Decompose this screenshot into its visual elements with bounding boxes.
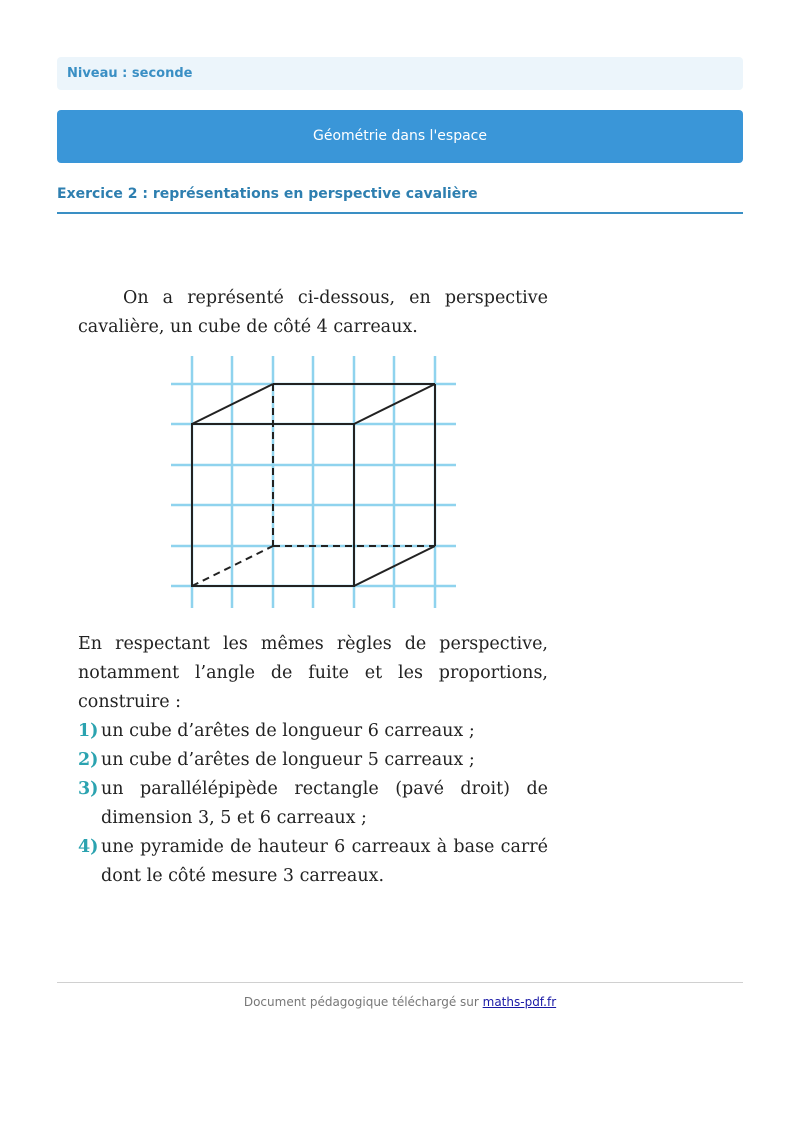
site-link[interactable]: maths-pdf.fr	[482, 995, 557, 1009]
title-divider	[57, 212, 743, 214]
footer	[57, 995, 743, 1009]
task-item	[78, 746, 548, 775]
footer-text: Document pédagogique téléchargé sur	[243, 995, 483, 1009]
exercise-content	[78, 284, 548, 891]
task-item	[78, 775, 548, 833]
task-item	[78, 717, 548, 746]
task-list	[78, 717, 548, 891]
instruction-paragraph: En respectant les mêmes règles de perspective, notamment l’angle de fuite et les proportions, construire :	[78, 634, 548, 712]
chapter-banner: Géométrie dans l'espace	[57, 110, 743, 163]
task-number: 1)	[78, 721, 99, 741]
footer-divider	[57, 982, 743, 983]
task-text: un cube d’arêtes de longueur 5 carreaux ;	[101, 750, 475, 770]
level-label: Niveau : seconde	[57, 57, 743, 90]
task-item	[78, 833, 548, 891]
task-text: une pyramide de hauteur 6 carreaux à base carré dont le côté mesure 3 carreaux.	[101, 837, 548, 886]
task-number: 2)	[78, 750, 99, 770]
exercise-title: Exercice 2 : représentations en perspective cavalière	[57, 186, 478, 202]
cube-figure	[78, 342, 548, 630]
task-text: un cube d’arêtes de longueur 6 carreaux ;	[101, 721, 475, 741]
cube-drawing	[78, 342, 548, 630]
task-number: 3)	[78, 779, 99, 799]
task-number: 4)	[78, 837, 99, 857]
task-text: un parallélépipède rectangle (pavé droit) de dimension 3, 5 et 6 carreaux ;	[101, 779, 548, 828]
intro-paragraph: On a représenté ci-dessous, en perspective cavalière, un cube de côté 4 carreaux.	[78, 288, 548, 337]
